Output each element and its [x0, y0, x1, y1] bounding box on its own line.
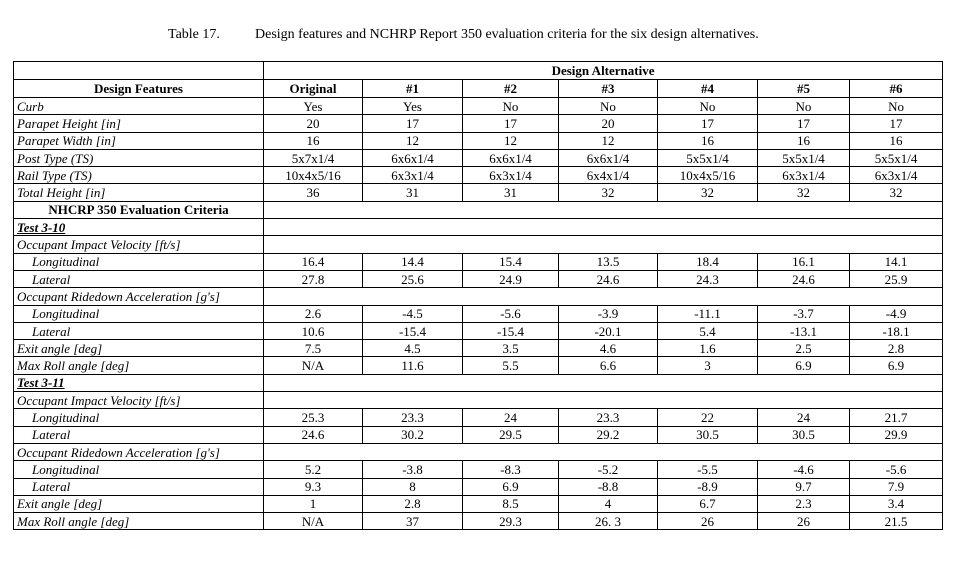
empty-cell — [264, 443, 943, 460]
value-cell: 37 — [363, 513, 463, 530]
section-row — [14, 201, 943, 218]
empty-cell — [264, 201, 943, 218]
value-cell: 12 — [463, 132, 559, 149]
value-cell: 31 — [363, 184, 463, 201]
value-cell: 6.7 — [658, 495, 758, 512]
row-label: Rail Type (TS) — [14, 167, 264, 184]
value-cell: 6x3x1/4 — [850, 167, 943, 184]
value-cell: 25.9 — [850, 270, 943, 287]
value-cell: 16.1 — [758, 253, 850, 270]
row-label: Parapet Height [in] — [14, 115, 264, 132]
value-cell: 14.4 — [363, 253, 463, 270]
value-cell: 21.5 — [850, 513, 943, 530]
value-cell: 6.9 — [463, 478, 559, 495]
feature-header: Design Features — [14, 80, 264, 98]
row-label: Occupant Impact Velocity [ft/s] — [14, 392, 264, 409]
design-features-table — [13, 61, 943, 530]
value-cell: Yes — [363, 98, 463, 115]
value-cell: -4.9 — [850, 305, 943, 322]
value-cell: 24.6 — [559, 270, 658, 287]
value-cell: 2.8 — [363, 495, 463, 512]
row-label: Occupant Ridedown Acceleration [g's] — [14, 288, 264, 305]
row-label: Lateral — [14, 270, 264, 287]
value-cell: 7.5 — [264, 340, 363, 357]
value-cell: Yes — [264, 98, 363, 115]
row-label: Total Height [in] — [14, 184, 264, 201]
table-body — [14, 62, 943, 530]
value-cell: 24 — [758, 409, 850, 426]
value-cell: -11.1 — [658, 305, 758, 322]
table-row — [14, 184, 943, 201]
value-cell: -15.4 — [363, 322, 463, 339]
row-label: Exit angle [deg] — [14, 340, 264, 357]
table-row — [14, 115, 943, 132]
value-cell: 3.5 — [463, 340, 559, 357]
row-label: Lateral — [14, 322, 264, 339]
value-cell: 17 — [363, 115, 463, 132]
value-cell: 13.5 — [559, 253, 658, 270]
table-row — [14, 426, 943, 443]
section-title: NHCRP 350 Evaluation Criteria — [14, 201, 264, 218]
value-cell: 29.2 — [559, 426, 658, 443]
value-cell: 3.4 — [850, 495, 943, 512]
empty-cell — [264, 392, 943, 409]
value-cell: -3.9 — [559, 305, 658, 322]
value-cell: -5.6 — [850, 461, 943, 478]
value-cell: 32 — [850, 184, 943, 201]
value-cell: 16 — [264, 132, 363, 149]
value-cell: 16 — [658, 132, 758, 149]
row-label: Longitudinal — [14, 409, 264, 426]
table-caption — [0, 27, 960, 45]
value-cell: 23.3 — [559, 409, 658, 426]
table-row — [14, 392, 943, 409]
value-cell: 20 — [559, 115, 658, 132]
value-cell: 6x3x1/4 — [758, 167, 850, 184]
value-cell: -5.2 — [559, 461, 658, 478]
value-cell: 2.6 — [264, 305, 363, 322]
value-cell: No — [658, 98, 758, 115]
column-header: #3 — [559, 80, 658, 98]
value-cell: 6x6x1/4 — [463, 149, 559, 166]
value-cell: 29.9 — [850, 426, 943, 443]
table-row — [14, 478, 943, 495]
value-cell: 24 — [463, 409, 559, 426]
table-row — [14, 443, 943, 460]
value-cell: 6x6x1/4 — [559, 149, 658, 166]
row-label: Exit angle [deg] — [14, 495, 264, 512]
value-cell: 26. 3 — [559, 513, 658, 530]
value-cell: 5.2 — [264, 461, 363, 478]
value-cell: 5.4 — [658, 322, 758, 339]
table-row — [14, 236, 943, 253]
value-cell: 10x4x5/16 — [658, 167, 758, 184]
column-header: #5 — [758, 80, 850, 98]
value-cell: 15.4 — [463, 253, 559, 270]
row-label: Max Roll angle [deg] — [14, 357, 264, 374]
value-cell: 6x4x1/4 — [559, 167, 658, 184]
value-cell: No — [850, 98, 943, 115]
value-cell: 2.8 — [850, 340, 943, 357]
value-cell: 24.3 — [658, 270, 758, 287]
value-cell: 17 — [658, 115, 758, 132]
row-label: Curb — [14, 98, 264, 115]
table-row — [14, 270, 943, 287]
value-cell: -15.4 — [463, 322, 559, 339]
value-cell: 16 — [850, 132, 943, 149]
group-header: Design Alternative — [264, 62, 943, 80]
value-cell: No — [463, 98, 559, 115]
value-cell: 27.8 — [264, 270, 363, 287]
value-cell: 17 — [463, 115, 559, 132]
group-header-row — [14, 62, 943, 80]
table-row — [14, 253, 943, 270]
value-cell: 6.9 — [758, 357, 850, 374]
corner-cell — [14, 62, 264, 80]
row-label: Parapet Width [in] — [14, 132, 264, 149]
value-cell: -4.6 — [758, 461, 850, 478]
value-cell: 12 — [363, 132, 463, 149]
empty-cell — [264, 288, 943, 305]
value-cell: -5.5 — [658, 461, 758, 478]
value-cell: 6.9 — [850, 357, 943, 374]
value-cell: 5x5x1/4 — [658, 149, 758, 166]
test-row — [14, 219, 943, 236]
column-header-row — [14, 80, 943, 98]
empty-cell — [264, 374, 943, 391]
value-cell: 22 — [658, 409, 758, 426]
value-cell: 5x7x1/4 — [264, 149, 363, 166]
table-row — [14, 357, 943, 374]
value-cell: -8.3 — [463, 461, 559, 478]
value-cell: 24.9 — [463, 270, 559, 287]
value-cell: 30.5 — [658, 426, 758, 443]
value-cell: No — [559, 98, 658, 115]
value-cell: -20.1 — [559, 322, 658, 339]
table-row — [14, 98, 943, 115]
value-cell: 25.6 — [363, 270, 463, 287]
value-cell: -18.1 — [850, 322, 943, 339]
value-cell: 11.6 — [363, 357, 463, 374]
value-cell: 1 — [264, 495, 363, 512]
value-cell: 2.3 — [758, 495, 850, 512]
value-cell: 6x6x1/4 — [363, 149, 463, 166]
value-cell: 36 — [264, 184, 363, 201]
value-cell: 32 — [658, 184, 758, 201]
row-label: Longitudinal — [14, 461, 264, 478]
table-row — [14, 495, 943, 512]
value-cell: 18.4 — [658, 253, 758, 270]
test-title: Test 3-11 — [14, 374, 264, 391]
value-cell: 3 — [658, 357, 758, 374]
value-cell: 26 — [758, 513, 850, 530]
column-header: #4 — [658, 80, 758, 98]
value-cell: 8.5 — [463, 495, 559, 512]
value-cell: 17 — [850, 115, 943, 132]
value-cell: No — [758, 98, 850, 115]
row-label: Longitudinal — [14, 253, 264, 270]
empty-cell — [264, 236, 943, 253]
row-label: Longitudinal — [14, 305, 264, 322]
value-cell: N/A — [264, 357, 363, 374]
table-row — [14, 167, 943, 184]
column-header: #1 — [363, 80, 463, 98]
table-row — [14, 288, 943, 305]
value-cell: 24.6 — [758, 270, 850, 287]
row-label: Max Roll angle [deg] — [14, 513, 264, 530]
value-cell: 6x3x1/4 — [463, 167, 559, 184]
value-cell: 9.3 — [264, 478, 363, 495]
value-cell: 32 — [758, 184, 850, 201]
caption-label: Table 17. — [168, 27, 220, 42]
empty-cell — [264, 219, 943, 236]
value-cell: 7.9 — [850, 478, 943, 495]
value-cell: -4.5 — [363, 305, 463, 322]
value-cell: 30.2 — [363, 426, 463, 443]
value-cell: 9.7 — [758, 478, 850, 495]
value-cell: 20 — [264, 115, 363, 132]
value-cell: 12 — [559, 132, 658, 149]
value-cell: 5.5 — [463, 357, 559, 374]
value-cell: -5.6 — [463, 305, 559, 322]
table-row — [14, 513, 943, 530]
value-cell: 14.1 — [850, 253, 943, 270]
value-cell: -8.8 — [559, 478, 658, 495]
column-header: Original — [264, 80, 363, 98]
row-label: Lateral — [14, 478, 264, 495]
value-cell: 4.6 — [559, 340, 658, 357]
value-cell: 26 — [658, 513, 758, 530]
row-label: Occupant Impact Velocity [ft/s] — [14, 236, 264, 253]
table-row — [14, 409, 943, 426]
value-cell: 23.3 — [363, 409, 463, 426]
value-cell: 16.4 — [264, 253, 363, 270]
value-cell: 5x5x1/4 — [850, 149, 943, 166]
table-row — [14, 340, 943, 357]
table-row — [14, 149, 943, 166]
row-label: Lateral — [14, 426, 264, 443]
value-cell: -3.7 — [758, 305, 850, 322]
value-cell: 21.7 — [850, 409, 943, 426]
value-cell: 30.5 — [758, 426, 850, 443]
value-cell: 4 — [559, 495, 658, 512]
value-cell: -3.8 — [363, 461, 463, 478]
value-cell: N/A — [264, 513, 363, 530]
row-label: Occupant Ridedown Acceleration [g's] — [14, 443, 264, 460]
value-cell: 25.3 — [264, 409, 363, 426]
value-cell: 29.5 — [463, 426, 559, 443]
column-header: #6 — [850, 80, 943, 98]
value-cell: 8 — [363, 478, 463, 495]
value-cell: 24.6 — [264, 426, 363, 443]
value-cell: 5x5x1/4 — [758, 149, 850, 166]
value-cell: -13.1 — [758, 322, 850, 339]
value-cell: 32 — [559, 184, 658, 201]
value-cell: 31 — [463, 184, 559, 201]
value-cell: 29.3 — [463, 513, 559, 530]
table-row — [14, 461, 943, 478]
value-cell: 17 — [758, 115, 850, 132]
table-row — [14, 132, 943, 149]
caption-text: Design features and NCHRP Report 350 evaluation criteria for the six design alternatives. — [255, 27, 759, 42]
value-cell: 4.5 — [363, 340, 463, 357]
table-row — [14, 305, 943, 322]
value-cell: 10x4x5/16 — [264, 167, 363, 184]
value-cell: 10.6 — [264, 322, 363, 339]
value-cell: 2.5 — [758, 340, 850, 357]
row-label: Post Type (TS) — [14, 149, 264, 166]
test-title: Test 3-10 — [14, 219, 264, 236]
value-cell: 6.6 — [559, 357, 658, 374]
test-row — [14, 374, 943, 391]
table-row — [14, 322, 943, 339]
value-cell: 6x3x1/4 — [363, 167, 463, 184]
value-cell: 16 — [758, 132, 850, 149]
value-cell: 1.6 — [658, 340, 758, 357]
column-header: #2 — [463, 80, 559, 98]
value-cell: -8.9 — [658, 478, 758, 495]
